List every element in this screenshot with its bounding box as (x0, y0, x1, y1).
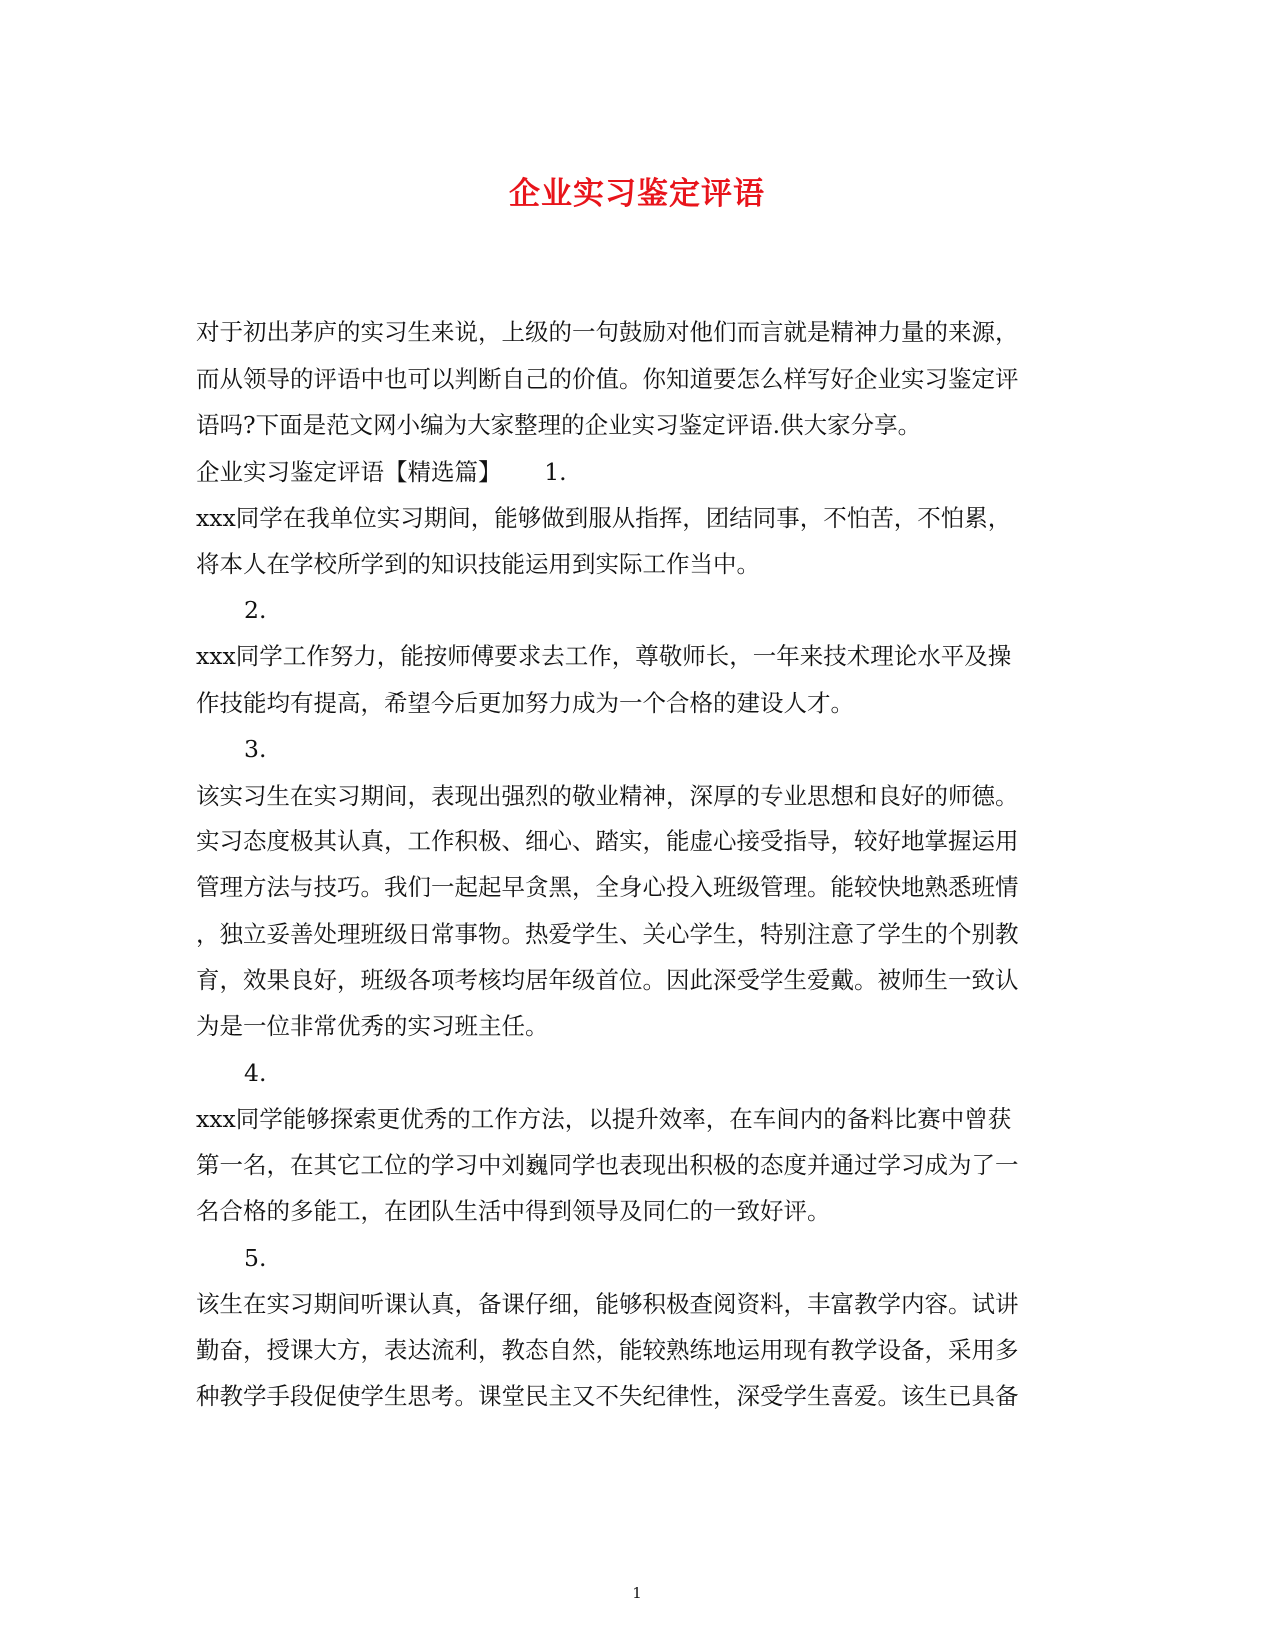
item-3-line: ，独立妥善处理班级日常事物。热爱学生、关心学生，特别注意了学生的个别教 (196, 920, 1019, 948)
item-3-line: 实习态度极其认真，工作积极、细心、踏实，能虚心接受指导，较好地掌握运用 (196, 827, 1019, 855)
item-5-number: 5. (244, 1244, 267, 1272)
item-4-line: 第一名，在其它工位的学习中刘巍同学也表现出积极的态度并通过学习成为了一 (196, 1151, 1019, 1179)
item-2-number: 2. (244, 596, 267, 624)
item-3-line: 管理方法与技巧。我们一起起早贪黑，全身心投入班级管理。能较快地熟悉班情 (196, 873, 1019, 901)
item-3-line: 育，效果良好，班级各项考核均居年级首位。因此深受学生爱戴。被师生一致认 (196, 966, 1019, 994)
item-1-line: 将本人在学校所学到的知识技能运用到实际工作当中。 (196, 550, 760, 578)
intro-line: 对于初出茅庐的实习生来说，上级的一句鼓励对他们而言就是精神力量的来源， (196, 318, 1019, 346)
item-1-line: xxx同学在我单位实习期间，能够做到服从指挥，团结同事，不怕苦，不怕累， (196, 504, 1012, 532)
page-title: 企业实习鉴定评语 (509, 176, 765, 212)
item-4-number: 4. (244, 1059, 267, 1087)
item-2-line: xxx同学工作努力，能按师傅要求去工作，尊敬师长，一年来技术理论水平及操 (196, 642, 1012, 670)
item-5-line: 勤奋，授课大方，表达流利，教态自然，能较熟练地运用现有教学设备，采用多 (196, 1336, 1019, 1364)
item-3-number: 3. (244, 735, 267, 763)
item-4-line: 名合格的多能工，在团队生活中得到领导及同仁的一致好评。 (196, 1197, 831, 1225)
page-number: 1 (632, 1584, 642, 1602)
item-4-line: xxx同学能够探索更优秀的工作方法，以提升效率，在车间内的备料比赛中曾获 (196, 1105, 1012, 1133)
section-heading: 企业实习鉴定评语【精选篇】 1. (196, 458, 567, 486)
item-5-line: 该生在实习期间听课认真，备课仔细，能够积极查阅资料，丰富教学内容。试讲 (196, 1290, 1019, 1318)
intro-line: 而从领导的评语中也可以判断自己的价值。你知道要怎么样写好企业实习鉴定评 (196, 365, 1019, 393)
intro-line: 语吗?下面是范文网小编为大家整理的企业实习鉴定评语.供大家分享。 (196, 411, 922, 439)
item-2-line: 作技能均有提高，希望今后更加努力成为一个合格的建设人才。 (196, 689, 854, 717)
item-5-line: 种教学手段促使学生思考。课堂民主又不失纪律性，深受学生喜爱。该生已具备 (196, 1382, 1019, 1410)
item-3-line: 为是一位非常优秀的实习班主任。 (196, 1012, 549, 1040)
item-3-line: 该实习生在实习期间，表现出强烈的敬业精神，深厚的专业思想和良好的师德。 (196, 782, 1019, 810)
